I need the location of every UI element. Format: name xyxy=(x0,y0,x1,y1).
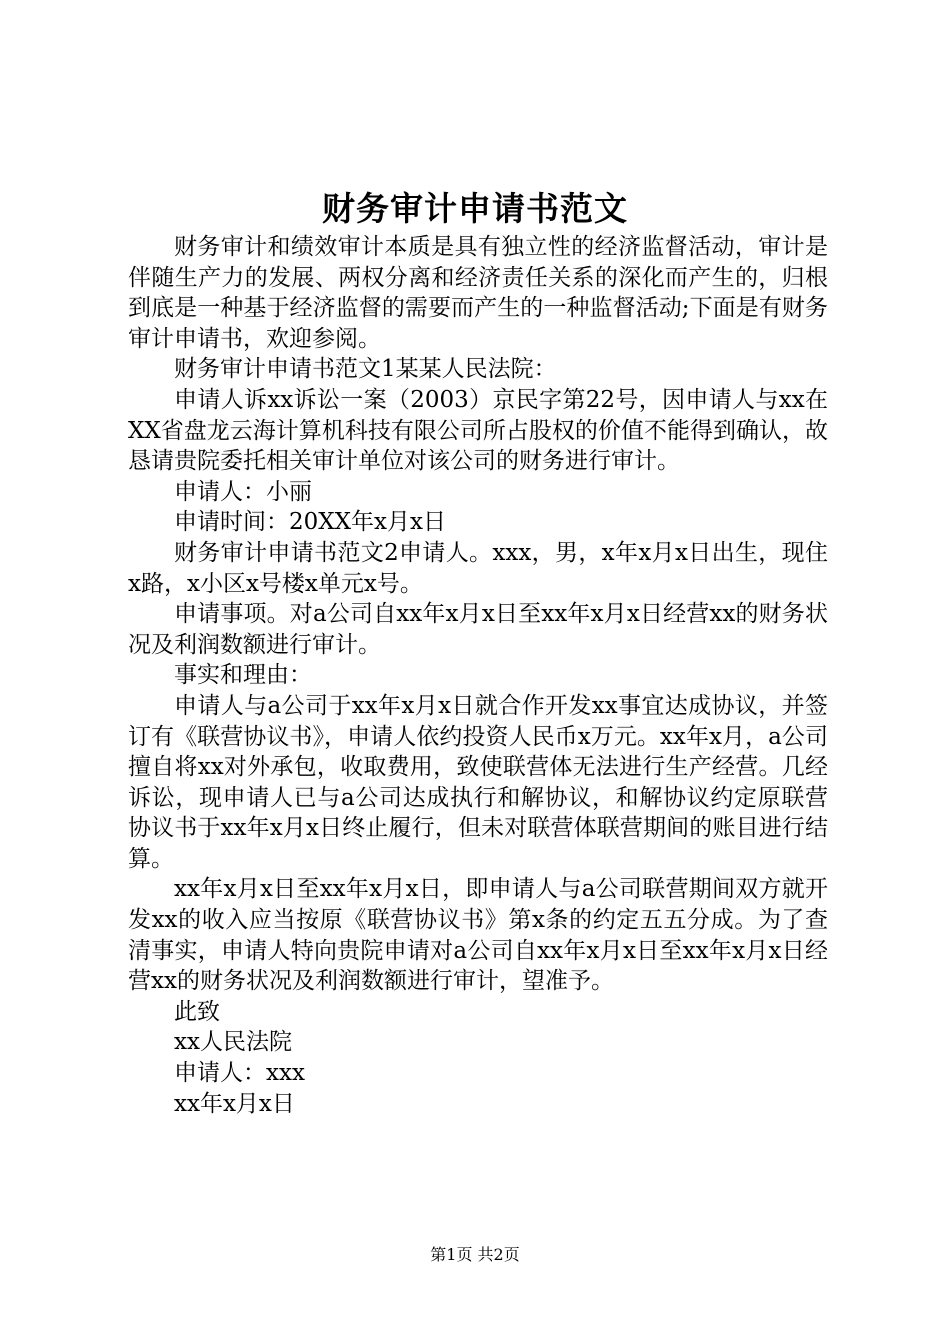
paragraph-recipient: xx人民法院 xyxy=(174,1029,292,1056)
paragraph-facts-body-2: xx年x月x日至xx年x月x日，即申请人与a公司联营期间双方就开发xx的收入应当按原《联营协议书》第x条的约定五五分成。为了查清事实，申请人特向贵院申请对a公司自xx年x月x日至xx年x月x日经营xx的财务状况及利润数额进行审计，望准予。 xyxy=(128,876,828,995)
paragraph-salutation: 此致 xyxy=(174,998,220,1025)
paragraph-sample2-heading: 财务审计申请书范文2申请人。xxx，男，x年x月x日出生，现住x路，x小区x号楼x单元x号。 xyxy=(128,539,828,597)
paragraph-application-date: 申请时间：20XX年x月x日 xyxy=(174,509,446,536)
paragraph-facts-body-1: 申请人与a公司于xx年x月x日就合作开发xx事宜达成协议，并签订有《联营协议书》，申请人依约投资人民币x万元。xx年x月，a公司擅自将xx对外承包，收取费用，致使联营体无法进行生产经营。几经诉讼，现申请人已与a公司达成执行和解协议，和解协议约定原联营协议书于xx年x月x日终止履行，但未对联营体联营期间的账目进行结算。 xyxy=(128,692,828,872)
paragraph-signature: 申请人：xxx xyxy=(174,1060,305,1087)
paragraph-facts-heading: 事实和理由： xyxy=(174,662,312,689)
paragraph-sample1-heading: 财务审计申请书范文1某某人民法院： xyxy=(174,356,557,383)
document-body xyxy=(128,232,828,1119)
paragraph-intro: 财务审计和绩效审计本质是具有独立性的经济监督活动，审计是伴随生产力的发展、两权分离和经济责任关系的深化而产生的，归根到底是一种基于经济监督的需要而产生的一种监督活动;下面是有财务审计申请书，欢迎参阅。 xyxy=(128,234,828,352)
paragraph-sign-date: xx年x月x日 xyxy=(174,1090,295,1117)
paragraph-application-matter: 申请事项。对a公司自xx年x月x日至xx年x月x日经营xx的财务状况及利润数额进行审计。 xyxy=(128,601,828,658)
paragraph-sample1-body: 申请人诉xx诉讼一案（2003）京民字第22号，因申请人与xx在XX省盘龙云海计算机科技有限公司所占股权的价值不能得到确认，故恳请贵院委托相关审计单位对该公司的财务进行审计。 xyxy=(128,386,828,475)
page-number-footer: 第1页 共2页 xyxy=(430,1245,520,1264)
document-title: 财务审计申请书范文 xyxy=(322,189,628,228)
paragraph-applicant-name: 申请人：小丽 xyxy=(174,478,312,505)
